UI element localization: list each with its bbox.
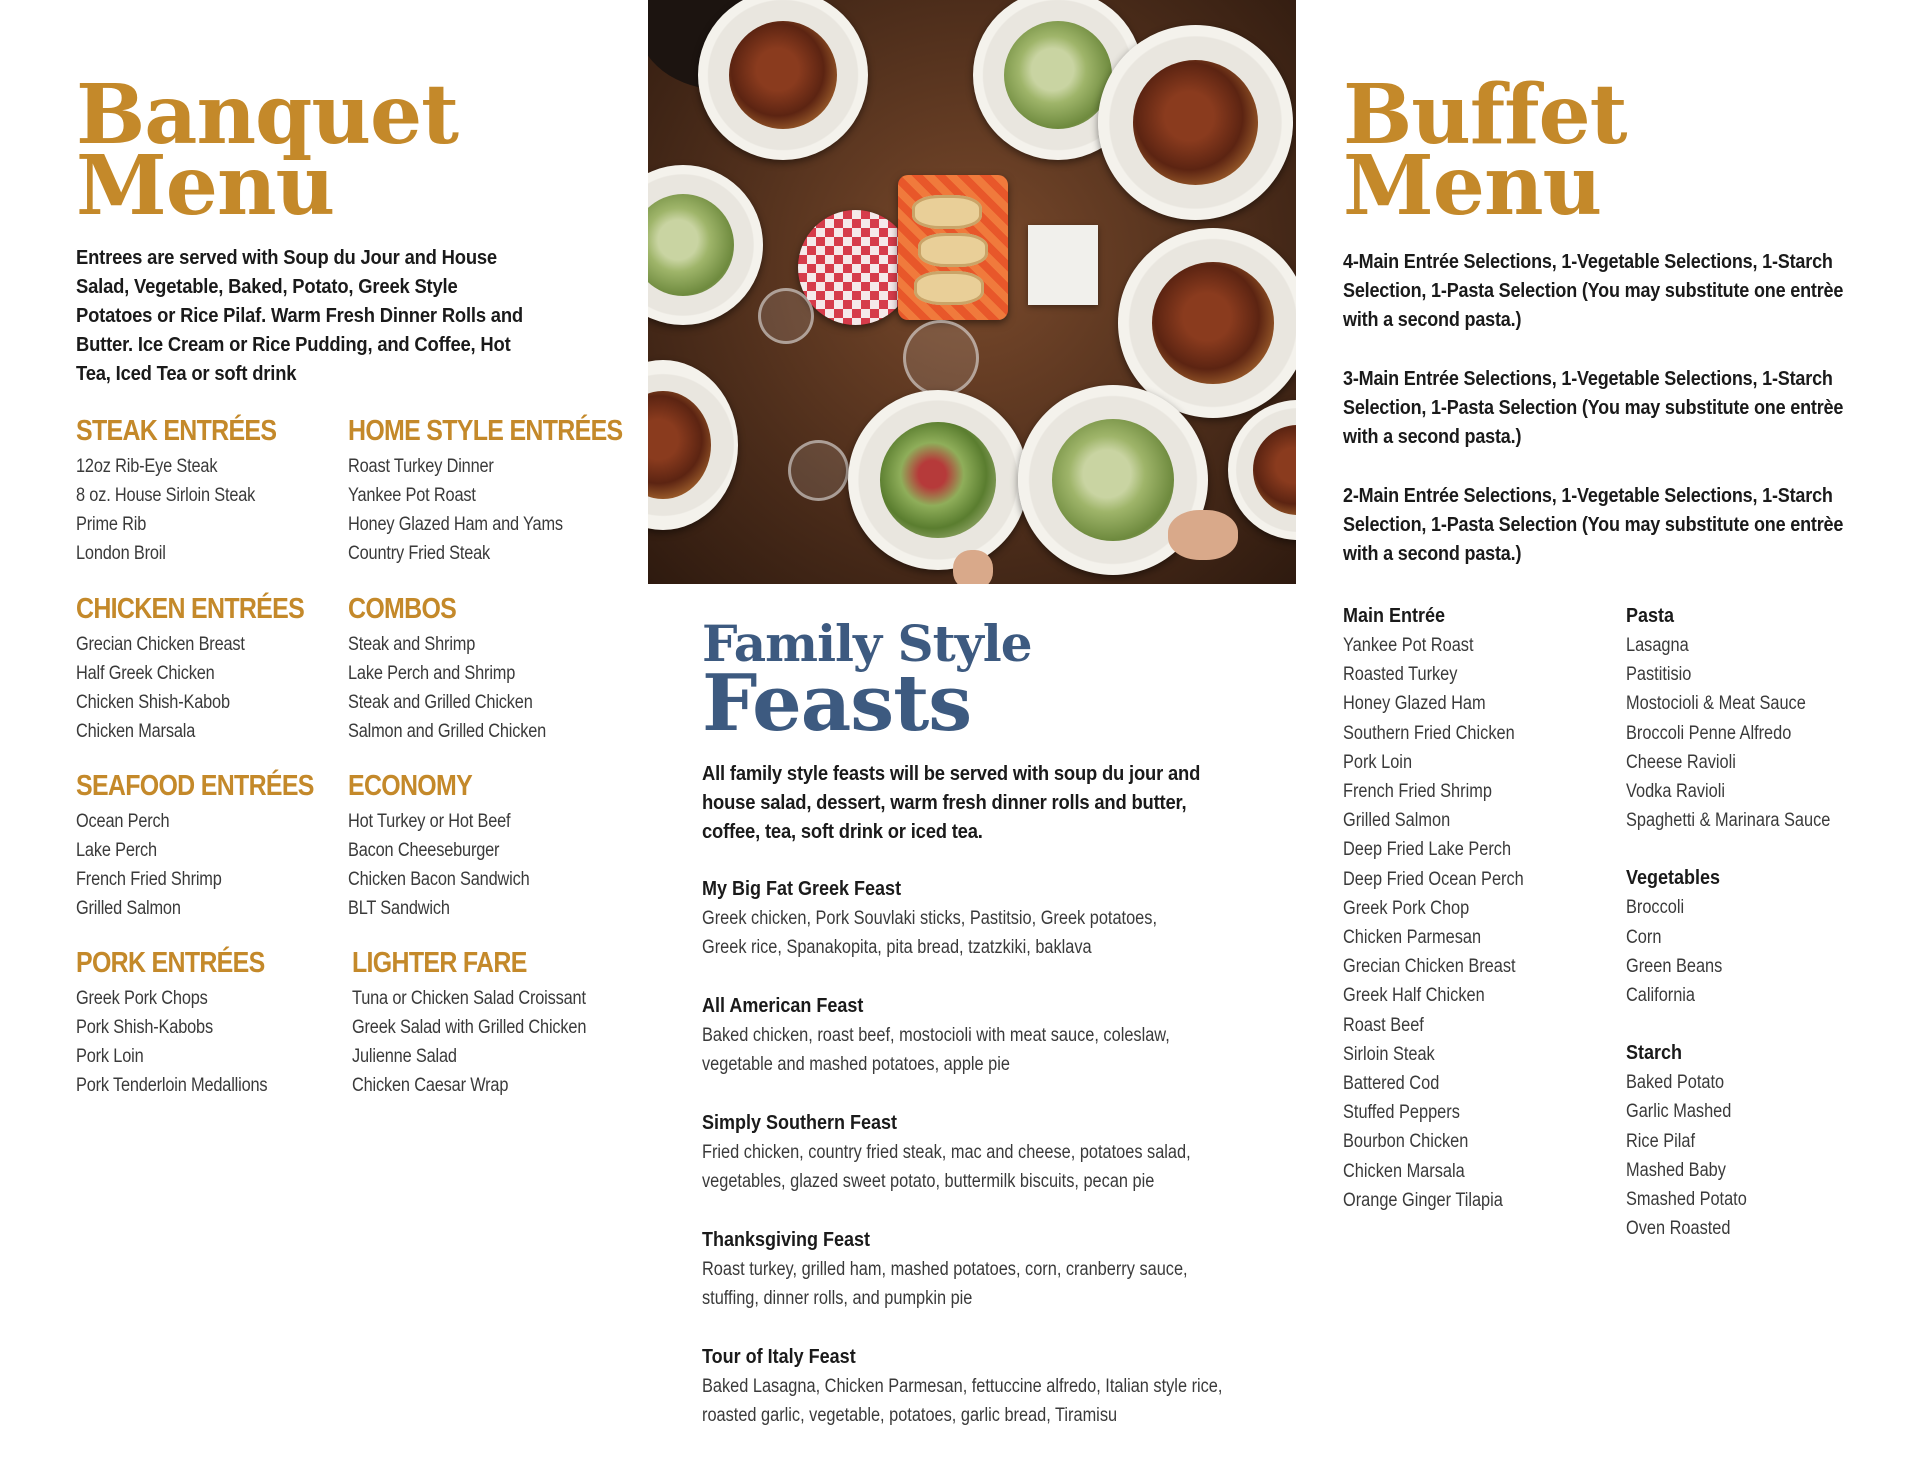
menu-item: Greek Pork Chops — [76, 988, 208, 1009]
list-item: Rice Pilaf — [1626, 1130, 1696, 1152]
menu-item: Grecian Chicken Breast — [76, 634, 245, 655]
feast-description-line: roasted garlic, vegetable, potatoes, garlic bread, Tiramisu — [702, 1405, 1118, 1426]
list-item: Deep Fried Ocean Perch — [1343, 868, 1524, 890]
banquet-title-line2: Menu — [76, 137, 335, 234]
plate-shape — [648, 165, 763, 325]
feast-greek — [702, 875, 1302, 962]
list-item: Pork Loin — [1343, 751, 1413, 773]
menu-item: Lake Perch — [76, 840, 157, 861]
section-title: HOME STYLE ENTRÉES — [348, 415, 623, 447]
list-item: Green Beans — [1626, 955, 1723, 977]
glass-shape — [903, 320, 979, 396]
section-pork-entrees — [76, 946, 346, 1100]
feast-southern — [702, 1109, 1302, 1196]
section-title: LIGHTER FARE — [352, 947, 527, 979]
section-home-style-entrees — [348, 414, 623, 568]
section-title: ECONOMY — [348, 770, 473, 802]
feast-italy — [702, 1343, 1302, 1430]
menu-item: Pork Shish-Kabobs — [76, 1017, 213, 1038]
bread-basket-shape — [898, 175, 1008, 320]
menu-item: Roast Turkey Dinner — [348, 456, 494, 477]
menu-item: Chicken Marsala — [76, 721, 196, 742]
list-item: Roast Beef — [1343, 1014, 1424, 1036]
dinner-table-photo — [648, 0, 1296, 584]
menu-item: Greek Salad with Grilled Chicken — [352, 1017, 587, 1038]
list-item: Bourbon Chicken — [1343, 1131, 1469, 1153]
menu-item: French Fried Shrimp — [76, 869, 222, 890]
hand-shape — [953, 550, 993, 584]
feast-name: All American Feast — [702, 995, 864, 1017]
plate-shape — [1098, 25, 1293, 220]
list-item: Pastitisio — [1626, 664, 1692, 686]
banquet-intro: Entrees are served with Soup du Jour and House Salad, Vegetable, Baked, Potato, Greek Style Potatoes or Rice Pilaf. Warm Fresh Dinner Rolls and Butter. Ice Cream or Rice Pudding, and Coffee, Hot Tea, Iced Tea or soft drink — [76, 247, 523, 385]
list-item: Southern Fried Chicken — [1343, 722, 1515, 744]
list-item: Greek Half Chicken — [1343, 985, 1485, 1007]
menu-item: Steak and Shrimp — [348, 634, 476, 655]
menu-item: Hot Turkey or Hot Beef — [348, 811, 511, 832]
feast-description-line: Greek rice, Spanakopita, pita bread, tzatzkiki, baklava — [702, 937, 1092, 958]
list-item: Cheese Ravioli — [1626, 751, 1736, 773]
buffet-title-line1: Buffet — [1343, 67, 1627, 163]
list-title: Vegetables — [1626, 867, 1721, 890]
list-item: Greek Pork Chop — [1343, 897, 1470, 919]
list-title: Starch — [1626, 1042, 1683, 1065]
main-entree-list — [1343, 602, 1603, 1215]
menu-item: Half Greek Chicken — [76, 663, 215, 684]
list-item: Lasagna — [1626, 635, 1689, 656]
feast-name: Simply Southern Feast — [702, 1112, 898, 1134]
list-item: Battered Cod — [1343, 1073, 1440, 1095]
menu-item: London Broil — [76, 543, 166, 564]
feast-name: Tour of Italy Feast — [702, 1346, 856, 1368]
banquet-menu-title — [76, 67, 459, 234]
glass-shape — [758, 288, 814, 344]
list-item: Chicken Marsala — [1343, 1160, 1465, 1182]
menu-item: Chicken Shish-Kabob — [76, 692, 230, 713]
list-item: Honey Glazed Ham — [1343, 693, 1486, 715]
section-combos — [348, 592, 618, 746]
list-item: Stuffed Peppers — [1343, 1102, 1460, 1124]
list-item: Deep Fried Lake Perch — [1343, 839, 1512, 861]
menu-item: Salmon and Grilled Chicken — [348, 721, 547, 742]
section-title: COMBOS — [348, 593, 457, 625]
list-item: Broccoli Penne Alfredo — [1626, 722, 1792, 744]
starch-list — [1626, 1068, 1886, 1243]
feast-thanksgiving — [702, 1226, 1302, 1313]
plate-shape — [1228, 400, 1296, 540]
side-lists — [1626, 602, 1886, 1243]
list-item: Smashed Potato — [1626, 1189, 1747, 1211]
menu-item: Yankee Pot Roast — [348, 485, 476, 506]
list-item: California — [1626, 985, 1696, 1007]
list-item: Mashed Baby — [1626, 1159, 1726, 1181]
list-item: Grecian Chicken Breast — [1343, 956, 1516, 978]
glass-shape — [788, 440, 849, 501]
menu-item: Chicken Caesar Wrap — [352, 1075, 509, 1096]
list-item: Chicken Parmesan — [1343, 927, 1482, 949]
vegetables-list — [1626, 893, 1886, 1010]
menu-item: Prime Rib — [76, 514, 147, 535]
plate-shape — [648, 360, 738, 530]
section-chicken-entrees — [76, 592, 346, 746]
section-seafood-entrees — [76, 769, 346, 923]
list-item: Sirloin Steak — [1343, 1043, 1435, 1065]
pasta-list — [1626, 631, 1886, 835]
section-steak-entrees — [76, 414, 346, 568]
banquet-title-line1: Banquet — [76, 67, 459, 163]
buffet-option-4: 4-Main Entrée Selections, 1-Vegetable Selections, 1-Starch Selection, 1-Pasta Selection (You may substitute one entrèe with a second pasta.) — [1343, 251, 1844, 331]
section-economy — [348, 769, 618, 923]
list-title: Pasta — [1626, 605, 1675, 627]
checkered-bowl-shape — [798, 210, 913, 325]
menu-item: Julienne Salad — [352, 1046, 457, 1067]
menu-item: Tuna or Chicken Salad Croissant — [352, 988, 586, 1009]
menu-item: Honey Glazed Ham and Yams — [348, 514, 563, 535]
buffet-option-2: 2-Main Entrée Selections, 1-Vegetable Selections, 1-Starch Selection, 1-Pasta Selection (You may substitute one entrèe with a second pasta.) — [1343, 485, 1844, 565]
napkin-shape — [1028, 225, 1098, 305]
list-item: French Fried Shrimp — [1343, 781, 1492, 803]
list-item: Grilled Salmon — [1343, 810, 1451, 832]
list-title: Main Entrée — [1343, 605, 1446, 627]
feast-american — [702, 992, 1302, 1079]
feast-name: My Big Fat Greek Feast — [702, 878, 902, 900]
menu-item: Country Fried Steak — [348, 543, 491, 564]
list-item: Oven Roasted — [1626, 1218, 1731, 1240]
menu-item: Chicken Bacon Sandwich — [348, 869, 530, 890]
feast-description-line: vegetables, glazed sweet potato, buttermilk biscuits, pecan pie — [702, 1171, 1155, 1192]
feast-description-line: Fried chicken, country fried steak, mac and cheese, potatoes salad, — [702, 1142, 1191, 1163]
hand-shape — [1168, 510, 1238, 560]
feast-name: Thanksgiving Feast — [702, 1229, 871, 1251]
list-item: Baked Potato — [1626, 1072, 1725, 1094]
menu-item: Steak and Grilled Chicken — [348, 692, 533, 713]
menu-item: Lake Perch and Shrimp — [348, 663, 516, 684]
feast-description-line: vegetable and mashed potatoes, apple pie — [702, 1054, 1010, 1075]
menu-item: Pork Loin — [76, 1046, 144, 1067]
list-item: Broccoli — [1626, 897, 1685, 919]
list-item: Spaghetti & Marinara Sauce — [1626, 810, 1831, 832]
feast-description-line: stuffing, dinner rolls, and pumpkin pie — [702, 1288, 973, 1309]
list-item: Roasted Turkey — [1343, 664, 1458, 686]
plate-shape — [848, 390, 1028, 570]
buffet-menu-title — [1343, 67, 1627, 234]
list-item: Vodka Ravioli — [1626, 781, 1726, 803]
section-title: CHICKEN ENTRÉES — [76, 593, 305, 625]
plate-shape — [698, 0, 868, 160]
menu-item: Pork Tenderloin Medallions — [76, 1075, 268, 1096]
menu-item: 12oz Rib-Eye Steak — [76, 456, 218, 477]
menu-item: Ocean Perch — [76, 811, 170, 832]
family-title-line2: Feasts — [702, 658, 972, 749]
section-title: STEAK ENTRÉES — [76, 415, 277, 447]
buffet-title-line2: Menu — [1343, 137, 1602, 234]
family-title-line1: Family Style — [702, 614, 1032, 673]
buffet-option-3: 3-Main Entrée Selections, 1-Vegetable Selections, 1-Starch Selection, 1-Pasta Selection (You may substitute one entrèe with a second pasta.) — [1343, 368, 1844, 448]
list-item: Mostocioli & Meat Sauce — [1626, 693, 1806, 715]
section-title: PORK ENTRÉES — [76, 947, 265, 979]
list-item: Yankee Pot Roast — [1343, 635, 1474, 656]
menu-item: Grilled Salmon — [76, 898, 181, 919]
section-lighter-fare — [352, 946, 622, 1100]
menu-item: 8 oz. House Sirloin Steak — [76, 485, 256, 506]
menu-item: Bacon Cheeseburger — [348, 840, 500, 861]
feast-description-line: Baked chicken, roast beef, mostocioli with meat sauce, coleslaw, — [702, 1025, 1170, 1046]
section-title: SEAFOOD ENTRÉES — [76, 770, 314, 802]
feast-description-line: Roast turkey, grilled ham, mashed potatoes, corn, cranberry sauce, — [702, 1259, 1188, 1280]
list-item: Corn — [1626, 926, 1662, 948]
menu-item: BLT Sandwich — [348, 898, 450, 919]
feast-description-line: Baked Lasagna, Chicken Parmesan, fettuccine alfredo, Italian style rice, — [702, 1376, 1223, 1397]
list-item: Garlic Mashed — [1626, 1101, 1732, 1123]
feast-description-line: Greek chicken, Pork Souvlaki sticks, Pastitsio, Greek potatoes, — [702, 908, 1157, 929]
list-item: Orange Ginger Tilapia — [1343, 1189, 1503, 1211]
family-intro: All family style feasts will be served with soup du jour and house salad, dessert, warm fresh dinner rolls and butter, coffee, tea, soft drink or iced tea. — [702, 763, 1201, 843]
